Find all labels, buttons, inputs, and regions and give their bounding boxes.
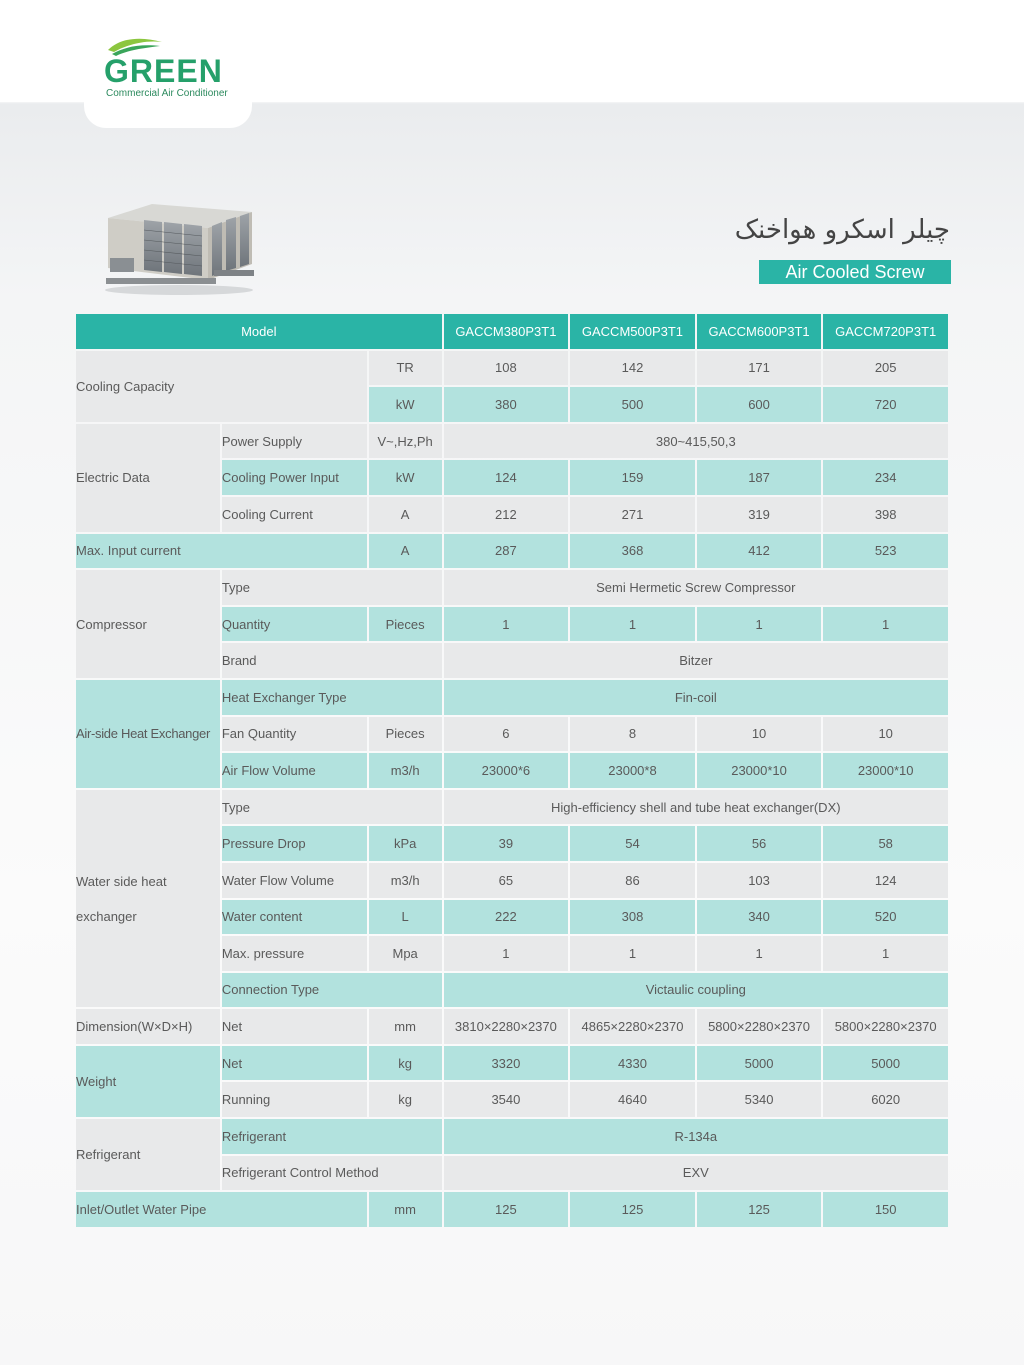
value-cell: 10: [697, 717, 822, 752]
value-cell: 5800×2280×2370: [823, 1009, 948, 1044]
row-label: Net: [222, 1009, 367, 1044]
row-group-label: Max. Input current: [76, 534, 367, 569]
value-cell: 380~415,50,3: [444, 424, 948, 459]
value-cell: 398: [823, 497, 948, 532]
value-cell: 1: [570, 607, 695, 642]
unit-cell: L: [369, 900, 442, 935]
table-row: [76, 1119, 948, 1154]
value-cell: 56: [697, 826, 822, 861]
value-cell: 23000*8: [570, 753, 695, 788]
unit-cell: kW: [369, 460, 442, 495]
row-label: Heat Exchanger Type: [222, 680, 442, 715]
row-label: Power Supply: [222, 424, 367, 459]
unit-cell: kg: [369, 1082, 442, 1117]
model-name: GACCM500P3T1: [570, 314, 695, 349]
value-cell: 4865×2280×2370: [570, 1009, 695, 1044]
unit-cell: kW: [369, 387, 442, 422]
value-cell: 308: [570, 900, 695, 935]
table-row: [76, 790, 948, 825]
value-cell: 23000*10: [697, 753, 822, 788]
table-row: [76, 1046, 948, 1081]
value-cell: 1: [570, 936, 695, 971]
row-group-label: Refrigerant: [76, 1119, 220, 1190]
table-row: [76, 1192, 948, 1227]
value-cell: 3320: [444, 1046, 569, 1081]
row-label: Type: [222, 790, 442, 825]
row-group-label: Cooling Capacity: [76, 351, 367, 422]
row-label: Refrigerant Control Method: [222, 1156, 442, 1191]
row-group-label: Compressor: [76, 570, 220, 678]
row-group-label: Air-side Heat Exchanger: [76, 680, 220, 788]
value-cell: 5800×2280×2370: [697, 1009, 822, 1044]
row-label: Running: [222, 1082, 367, 1117]
row-label: Refrigerant: [222, 1119, 442, 1154]
value-cell: 54: [570, 826, 695, 861]
value-cell: High-efficiency shell and tube heat exchanger(DX): [444, 790, 948, 825]
value-cell: Semi Hermetic Screw Compressor: [444, 570, 948, 605]
table-row: [76, 1009, 948, 1044]
value-cell: 187: [697, 460, 822, 495]
value-cell: 600: [697, 387, 822, 422]
row-label: Fan Quantity: [222, 717, 367, 752]
table-row: [76, 534, 948, 569]
row-label: Type: [222, 570, 442, 605]
value-cell: 1: [697, 607, 822, 642]
value-cell: 125: [444, 1192, 569, 1227]
value-cell: 8: [570, 717, 695, 752]
value-cell: 124: [444, 460, 569, 495]
value-cell: 380: [444, 387, 569, 422]
value-cell: 5340: [697, 1082, 822, 1117]
value-cell: 319: [697, 497, 822, 532]
model-name: GACCM720P3T1: [823, 314, 948, 349]
unit-cell: Pieces: [369, 717, 442, 752]
row-label: Pressure Drop: [222, 826, 367, 861]
model-name: GACCM380P3T1: [444, 314, 569, 349]
header-row: [76, 314, 948, 349]
row-label: Water Flow Volume: [222, 863, 367, 898]
unit-cell: TR: [369, 351, 442, 386]
unit-cell: m3/h: [369, 753, 442, 788]
value-cell: 125: [570, 1192, 695, 1227]
value-cell: 108: [444, 351, 569, 386]
model-name: GACCM600P3T1: [697, 314, 822, 349]
value-cell: 4330: [570, 1046, 695, 1081]
table-row: [76, 680, 948, 715]
unit-cell: kPa: [369, 826, 442, 861]
unit-cell: Mpa: [369, 936, 442, 971]
row-group-label: Electric Data: [76, 424, 220, 532]
value-cell: 150: [823, 1192, 948, 1227]
row-label: Quantity: [222, 607, 367, 642]
value-cell: 412: [697, 534, 822, 569]
value-cell: 5000: [697, 1046, 822, 1081]
title-english: Air Cooled Screw: [759, 260, 951, 284]
value-cell: 103: [697, 863, 822, 898]
value-cell: 1: [823, 607, 948, 642]
value-cell: 39: [444, 826, 569, 861]
value-cell: 222: [444, 900, 569, 935]
water-side-label-line1: Water side heat: [76, 873, 167, 889]
value-cell: 10: [823, 717, 948, 752]
row-label: Brand: [222, 643, 442, 678]
row-group-label: Dimension(W×D×H): [76, 1009, 220, 1044]
value-cell: 6020: [823, 1082, 948, 1117]
unit-cell: V~,Hz,Ph: [369, 424, 442, 459]
value-cell: 159: [570, 460, 695, 495]
value-cell: 1: [823, 936, 948, 971]
value-cell: 271: [570, 497, 695, 532]
row-label: Cooling Power Input: [222, 460, 367, 495]
row-label: Net: [222, 1046, 367, 1081]
brand-logo: [102, 36, 242, 104]
spec-table: [74, 312, 950, 1229]
value-cell: 287: [444, 534, 569, 569]
unit-cell: A: [369, 534, 442, 569]
value-cell: 1: [444, 936, 569, 971]
value-cell: 4640: [570, 1082, 695, 1117]
value-cell: 58: [823, 826, 948, 861]
table-row: [76, 570, 948, 605]
value-cell: 1: [444, 607, 569, 642]
unit-cell: A: [369, 497, 442, 532]
value-cell: 5000: [823, 1046, 948, 1081]
unit-cell: mm: [369, 1009, 442, 1044]
value-cell: R-134a: [444, 1119, 948, 1154]
value-cell: Bitzer: [444, 643, 948, 678]
brand-tagline: Commercial Air Conditioner: [106, 88, 228, 99]
row-group-label: Weight: [76, 1046, 220, 1117]
brand-name: GREEN: [104, 53, 223, 89]
row-group-label: Inlet/Outlet Water Pipe: [76, 1192, 367, 1227]
value-cell: 23000*10: [823, 753, 948, 788]
value-cell: 368: [570, 534, 695, 569]
value-cell: 205: [823, 351, 948, 386]
value-cell: 234: [823, 460, 948, 495]
table-row: [76, 351, 948, 386]
row-label: Water content: [222, 900, 367, 935]
value-cell: 720: [823, 387, 948, 422]
value-cell: 124: [823, 863, 948, 898]
value-cell: 125: [697, 1192, 822, 1227]
value-cell: 65: [444, 863, 569, 898]
unit-cell: kg: [369, 1046, 442, 1081]
value-cell: 142: [570, 351, 695, 386]
row-group-label: [76, 790, 220, 1008]
value-cell: 340: [697, 900, 822, 935]
value-cell: Fin-coil: [444, 680, 948, 715]
unit-cell: Pieces: [369, 607, 442, 642]
row-label: Cooling Current: [222, 497, 367, 532]
value-cell: 3810×2280×2370: [444, 1009, 569, 1044]
row-label: Connection Type: [222, 973, 442, 1008]
value-cell: 86: [570, 863, 695, 898]
value-cell: 500: [570, 387, 695, 422]
row-label: Air Flow Volume: [222, 753, 367, 788]
value-cell: 3540: [444, 1082, 569, 1117]
title-persian: چیلر اسکرو هواخنک: [734, 215, 950, 245]
row-label: Max. pressure: [222, 936, 367, 971]
value-cell: 1: [697, 936, 822, 971]
value-cell: 171: [697, 351, 822, 386]
unit-cell: mm: [369, 1192, 442, 1227]
unit-cell: m3/h: [369, 863, 442, 898]
value-cell: 23000*6: [444, 753, 569, 788]
value-cell: Victaulic coupling: [444, 973, 948, 1008]
chiller-product-image: [104, 198, 254, 298]
value-cell: 523: [823, 534, 948, 569]
model-header: Model: [76, 314, 442, 349]
value-cell: EXV: [444, 1156, 948, 1191]
value-cell: 520: [823, 900, 948, 935]
water-side-label-line2: exchanger: [76, 908, 137, 924]
value-cell: 212: [444, 497, 569, 532]
value-cell: 6: [444, 717, 569, 752]
table-row: [76, 424, 948, 459]
